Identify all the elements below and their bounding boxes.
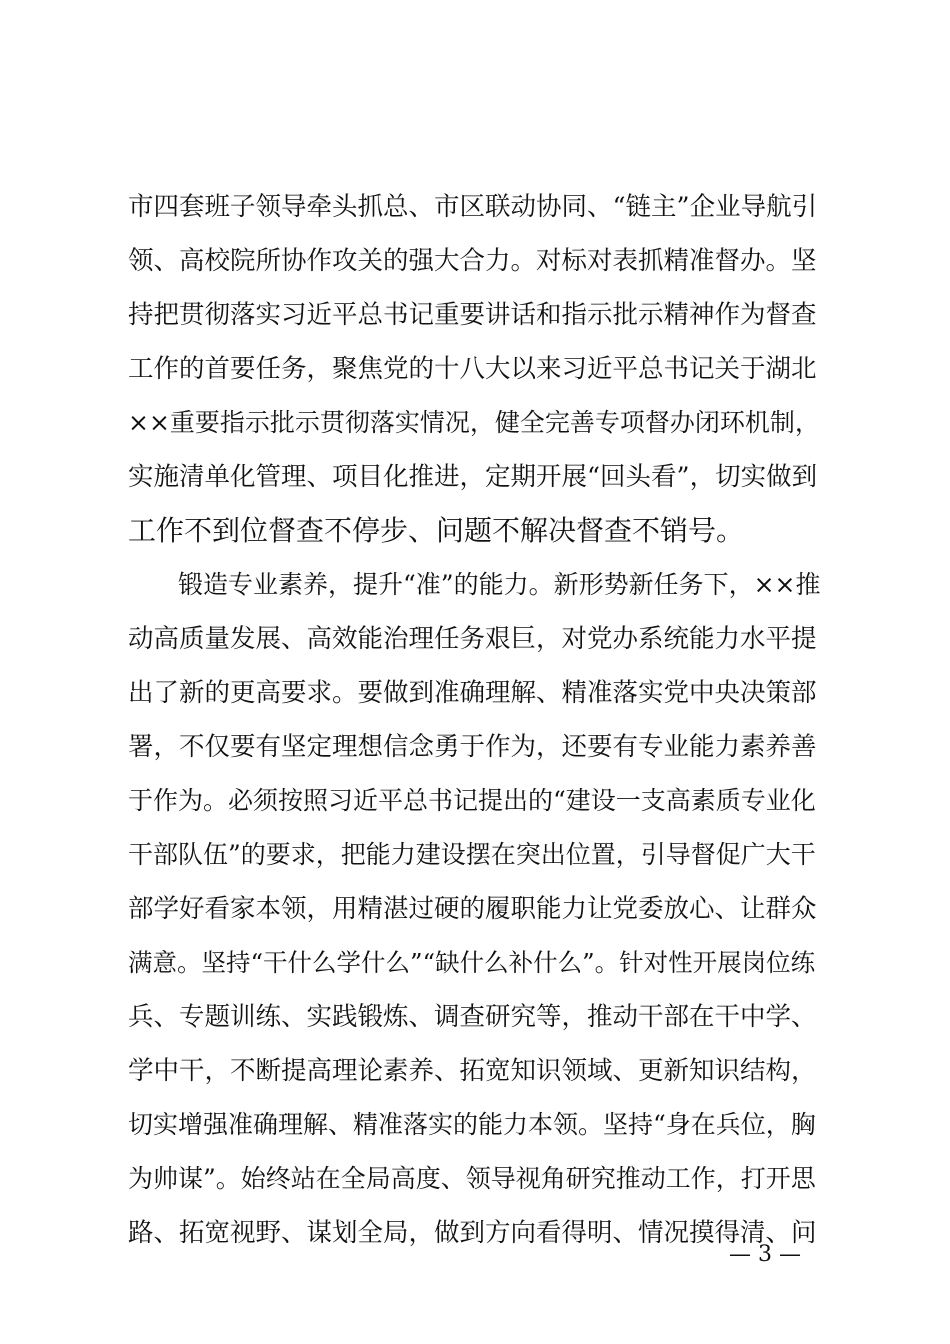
text-line: 兵、专题训练、实践锻炼、调查研究等，推动干部在干中学、 [128, 1002, 817, 1032]
text-line: 于作为。必须按照习近平总书记提出的“建设一支高素质专业化 [128, 786, 816, 815]
text-line: 工作不到位督查不停步、问题不解决督查不销号。 [128, 514, 745, 547]
text-line: 干部队伍”的要求，把能力建设摆在突出位置，引导督促广大干 [128, 840, 816, 869]
text-line: 满意。坚持“干什么学什么”“缺什么补什么”。针对性开展岗位练 [128, 948, 816, 977]
text-line: ××重要指示批示贯彻落实情况，健全完善专项督办闭环机制， [128, 408, 820, 437]
text-line: 为帅谋”。始终站在全局高度、领导视角研究推动工作，打开思 [128, 1164, 816, 1193]
paragraph-first-line: 锻造专业素养，提升“准”的能力。新形势新任务下，××推 [128, 570, 821, 599]
text-line: 部学好看家本领，用精湛过硬的履职能力让党委放心、让群众 [128, 894, 817, 924]
text-line: 切实增强准确理解、精准落实的能力本领。坚持“身在兵位，胸 [128, 1110, 816, 1139]
text-line: 实施清单化管理、项目化推进，定期开展“回头看”，切实做到 [128, 462, 818, 492]
text-line: 领、高校院所协作攻关的强大合力。对标对表抓精准督办。坚 [128, 246, 817, 276]
text-line: 路、拓宽视野、谋划全局，做到方向看得明、情况摸得清、问 [128, 1218, 817, 1248]
text-line: 署，不仅要有坚定理想信念勇于作为，还要有专业能力素养善 [128, 732, 817, 762]
page-number: — 3 — [729, 1242, 801, 1267]
text-line: 工作的首要任务，聚焦党的十八大以来习近平总书记关于湖北 [128, 354, 817, 384]
text-line: 出了新的更高要求。要做到准确理解、精准落实党中央决策部 [128, 678, 817, 708]
text-line: 动高质量发展、高效能治理任务艰巨，对党办系统能力水平提 [128, 624, 817, 654]
text-line: 市四套班子领导牵头抓总、市区联动协同、“链主”企业导航引 [128, 192, 818, 222]
document-body [128, 180, 828, 1260]
text-line: 持把贯彻落实习近平总书记重要讲话和指示批示精神作为督查 [128, 300, 817, 330]
text-line: 学中干，不断提高理论素养、拓宽知识领域、更新知识结构， [128, 1056, 817, 1086]
